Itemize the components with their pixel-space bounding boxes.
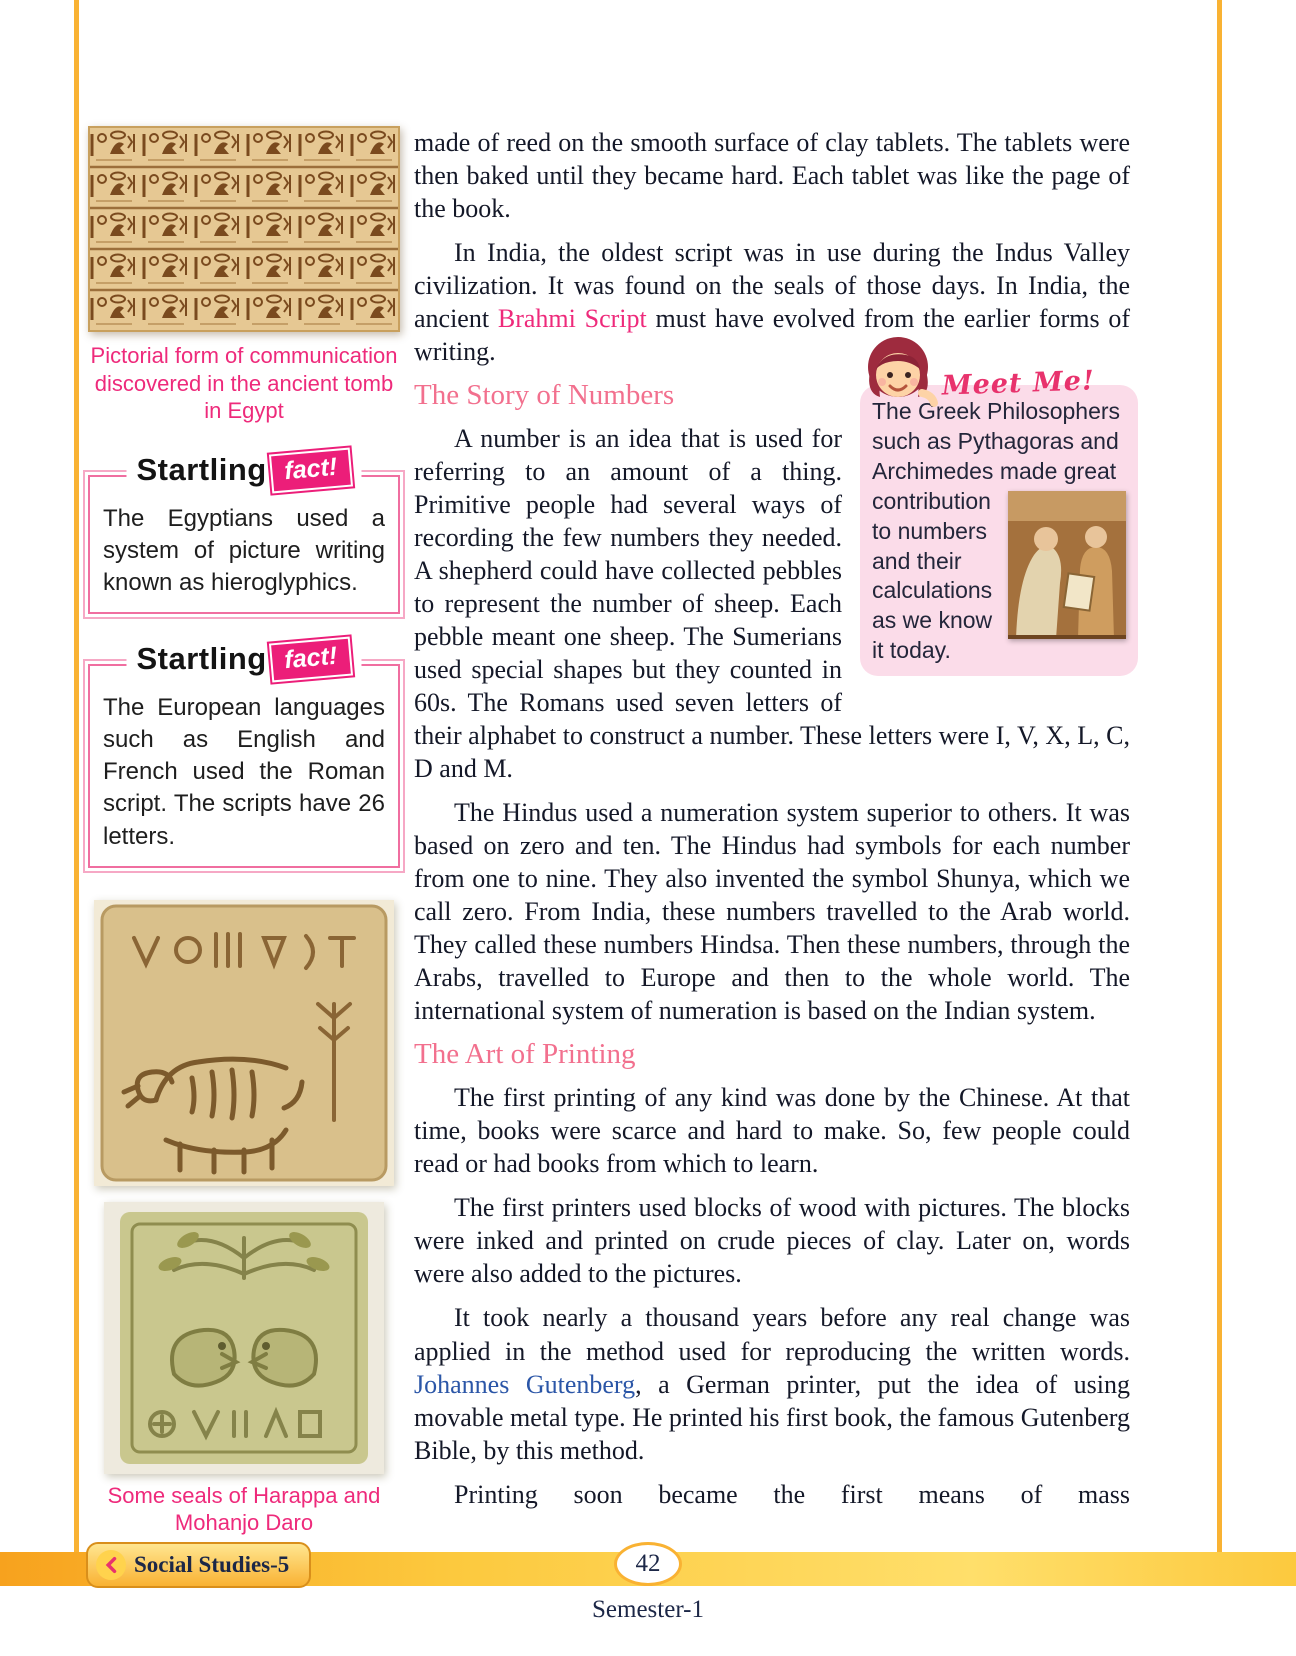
book-title-tab [86,1542,311,1588]
meet-me-header [856,329,1095,413]
paragraph-india-text-after: must have evolved from the earlier forms of writing. [414,304,1131,367]
brahmi-script-highlight: Brahmi Script [497,304,647,334]
paragraph-chinese-printing: The first printing of any kind was done by the Chinese. At that time, books were scarce and hard to make. So, few people could read or had books from which to learn. [414,1083,1130,1179]
heading-story-of-numbers: The Story of Numbers [414,379,675,412]
page-content [88,126,1130,1537]
startling-fact-box-1 [88,452,400,614]
startling-fact-title-1 [126,451,361,490]
main-column [414,126,1130,1537]
paragraph-numbers: A number is an idea that is used for referring to an amount of a thing. Primitive people had several ways of recording the few numbers they needed. A shepherd could have collected pebbles to represent the number of sheep. Each pebble meant one sheep. The Sumerians used special shapes but they counted in 60s. The Romans used seven letters of their alphabet to construct a number. These letters were I, V, X, L, C, D and M. [414,424,1130,784]
meet-me-text-part1: The Greek Philosophers such as Pythagoras and Archimedes made great [872,398,1121,484]
startling-label: Startling [136,641,267,677]
chevron-left-icon [96,1550,126,1580]
johannes-gutenberg-highlight: Johannes Gutenberg [414,1369,636,1399]
left-frame-stripe [74,0,79,1552]
paragraph-mass-printing: Printing soon became the first means of mass [454,1479,1130,1509]
fact-badge: fact! [269,637,353,683]
paragraph-gutenberg-text-after: , a German printer, put the idea of using movable metal type. He printed his first book, the famous Gutenberg Bible, by this method. [414,1369,1130,1465]
harappa-seal-image-1 [94,900,394,1186]
semester-label: Semester-1 [592,1596,704,1623]
meet-me-label: Meet Me! [941,365,1096,402]
paragraph-gutenberg-text-before: It took nearly a thousand years before any real change was applied in the method used for reproducing the written words. [414,1303,1130,1366]
fact-badge: fact! [269,447,353,493]
paragraph-gutenberg [414,1301,1130,1466]
meet-me-text-part2: contribution to numbers and their calculations as we know it today. [872,487,993,664]
paragraph-clay-tablets: made of reed on the smooth surface of clay tablets. The tablets were then baked until they became hard. Each tablet was like the page of the book. [414,128,1130,224]
right-frame-stripe [1217,0,1222,1552]
left-column [88,126,400,1537]
harappa-seal-figure-2 [104,1202,384,1474]
startling-fact-text-2: The European languages such as English and French used the Roman script. The scripts have 26 letters. [103,693,385,850]
paragraph-wood-blocks: The first printers used blocks of wood with pictures. The blocks were inked and printed on crude pieces of clay. Later on, words were also added to the pictures. [414,1193,1130,1289]
harappa-seal-image-2 [104,1202,384,1474]
paragraph-hindus: The Hindus used a numeration system superior to others. It was based on zero and ten. The Hindus had symbols for each number from one to nine. They also invented the symbol Shunya, which we call zero. From India, these numbers travelled to the Arab world. They called these numbers Hindsa. Then these numbers, through the Arabs, travelled to Europe and then to the whole world. The international system of numeration is based on the Indian system. [414,798,1130,1026]
hieroglyphics-figure [88,126,400,332]
meet-me-box [860,335,1138,676]
page-number-badge: 42 [614,1542,682,1586]
startling-fact-box-2 [88,641,400,868]
meet-me-text-box [860,385,1138,676]
girl-avatar-icon [856,329,940,413]
paragraph-india-text-before: In India, the oldest script was in use during the Indus Valley civilization. It was found on the seals of those days. In India, the ancient [414,238,1130,334]
startling-fact-text-1: The Egyptians used a system of picture writing known as hieroglyphics. [103,504,385,596]
book-title-label: Social Studies-5 [134,1552,290,1577]
startling-fact-title-2 [126,640,361,679]
greek-philosophers-image [1008,491,1126,639]
seals-caption: Some seals of Harappa and Mohanjo Daro [107,1482,381,1536]
startling-label: Startling [136,452,267,487]
harappa-seal-figure-1 [94,900,394,1186]
hieroglyphics-caption: Pictorial form of communication discovered in the ancient tomb in Egypt [90,343,398,423]
heading-art-of-printing: The Art of Printing [414,1038,636,1071]
hieroglyphics-image [88,126,400,332]
